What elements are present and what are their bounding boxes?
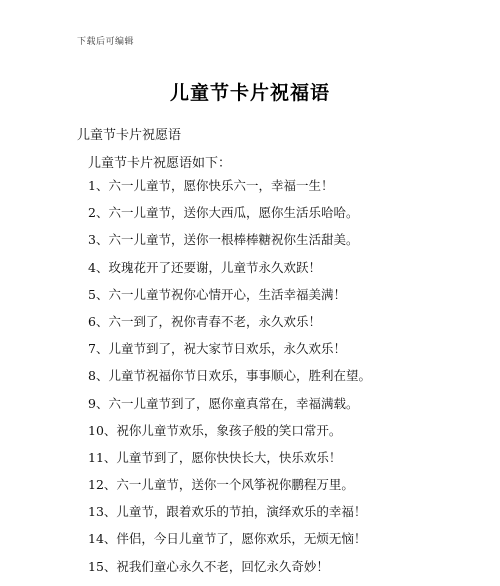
wish-item-10: 10、祝你儿童节欢乐，象孩子般的笑口常开。 [88, 422, 342, 438]
wish-item-7: 7、儿童节到了，祝大家节日欢乐，永久欢乐！ [88, 341, 346, 357]
section-heading: 儿童节卡片祝愿语 [77, 128, 182, 143]
wish-item-1: 1、六一儿童节，愿你快乐六一，幸福一生！ [88, 178, 334, 193]
header-note: 下载后可编辑 [77, 37, 135, 47]
wish-item-15: 15、祝我们童心永久不老，回忆永久奇妙！ [88, 558, 329, 574]
wish-item-13: 13、儿童节，跟着欢乐的节拍，演绎欢乐的幸福！ [88, 504, 367, 520]
wish-item-14: 14、伴侣，今日儿童节了，愿你欢乐，无烦无恼！ [88, 531, 367, 547]
wish-item-4: 4、玫瑰花开了还要谢，儿童节永久欢跃！ [88, 259, 321, 275]
wish-list [88, 178, 371, 586]
wish-item-12: 12、六一儿童节，送你一个风筝祝你鹏程万里。 [88, 477, 354, 493]
intro-paragraph: 儿童节卡片祝愿语如下： [88, 156, 232, 171]
wish-item-5: 5、六一儿童节祝你心情开心，生活幸福美满！ [88, 286, 346, 302]
wish-item-11: 11、儿童节到了，愿你快快长大，快乐欢乐！ [88, 449, 342, 465]
wish-item-8: 8、儿童节祝福你节日欢乐，事事顺心，胜利在望。 [88, 368, 371, 384]
wish-item-2: 2、六一儿童节，送你大西瓜，愿你生活乐哈哈。 [88, 205, 359, 221]
wish-item-6: 6、六一到了，祝你青春不老，永久欢乐！ [88, 313, 321, 329]
wish-item-9: 9、六一儿童节到了，愿你童真常在，幸福满载。 [88, 395, 359, 411]
document-title: 儿童节卡片祝福语 [169, 82, 330, 104]
wish-item-3: 3、六一儿童节，送你一根棒棒糖祝你生活甜美。 [88, 232, 359, 248]
